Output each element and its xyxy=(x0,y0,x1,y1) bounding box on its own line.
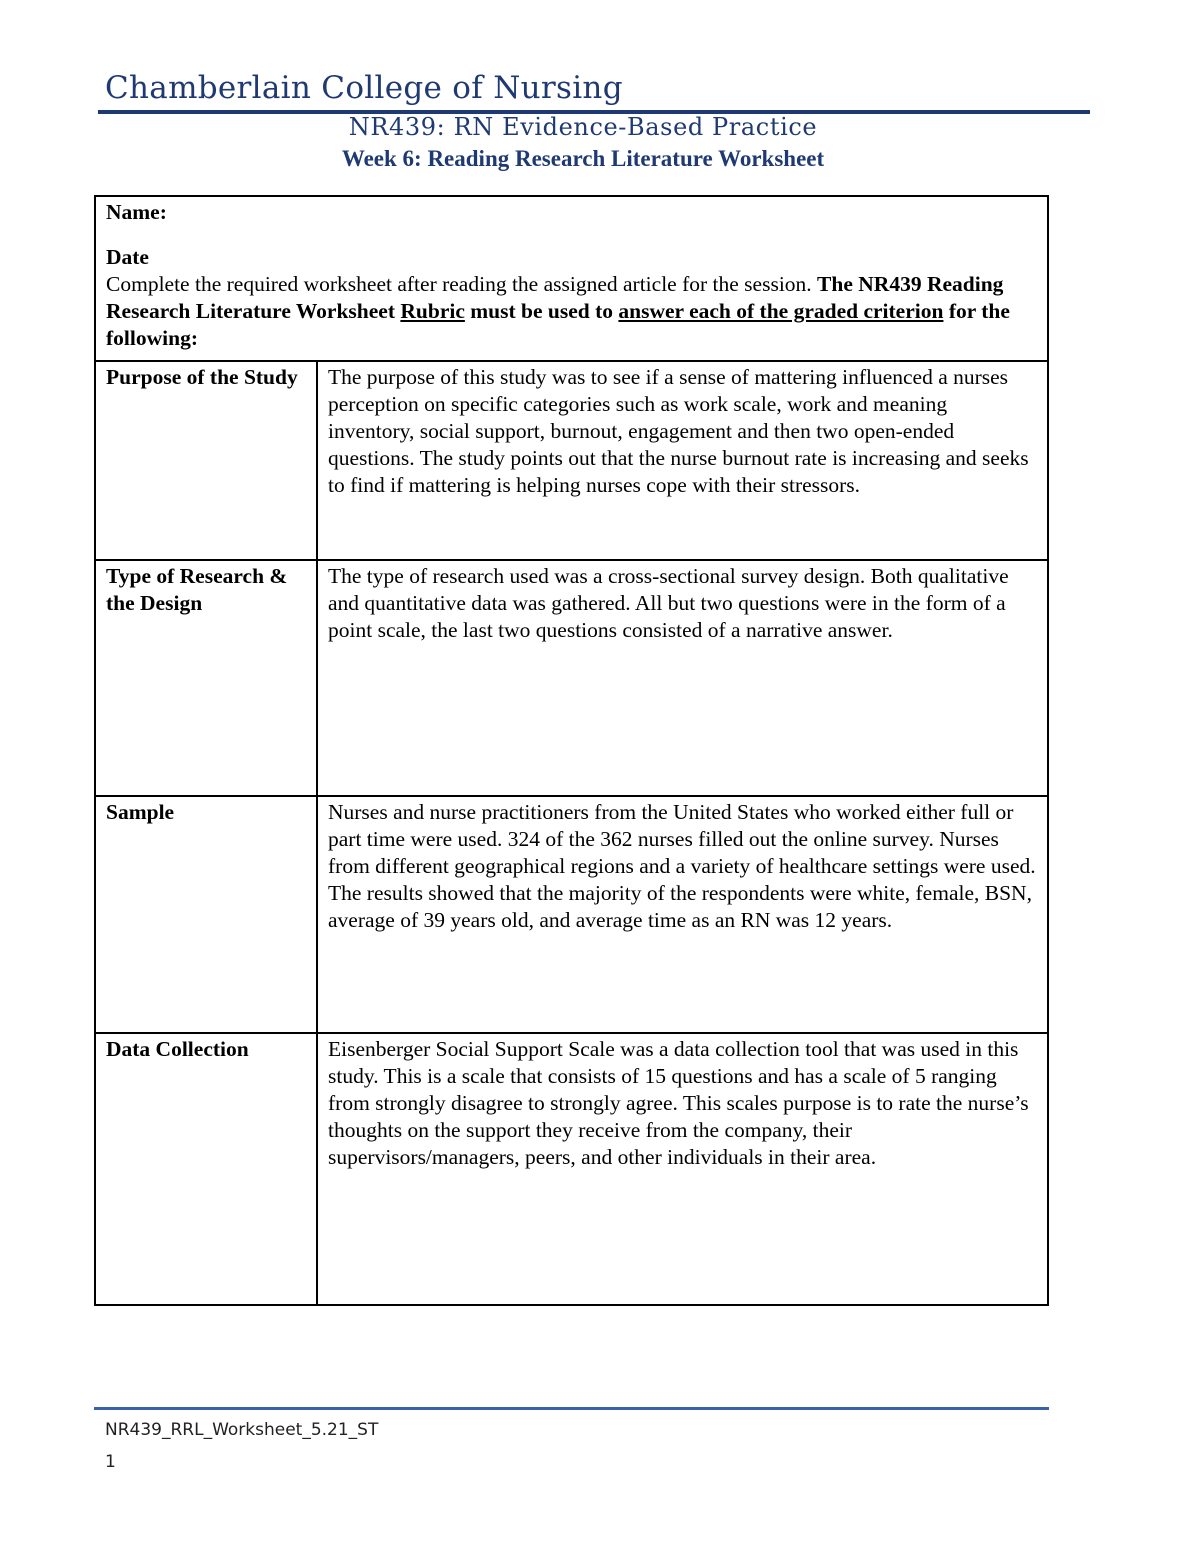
instructions-bold-2: must be used to xyxy=(464,299,619,323)
row-content[interactable]: The purpose of this study was to see if a sense of mattering influenced a nurses perception on specific categories such as work scale, work and meaning inventory, social support, burnout, engagement and then two open-ended questions. The study points out that the nurse burnout rate is increasing and seeks to find if mattering is helping nurses cope with their stressors. xyxy=(317,361,1048,560)
college-name: Chamberlain College of Nursing xyxy=(105,70,623,106)
row-content[interactable]: Nurses and nurse practitioners from the United States who worked either full or part time were used. 324 of the 362 nurses filled out the online survey. Nurses from different geographical regions and a variety of healthcare settings were used. The results showed that the majority of the respondents were white, female, BSN, average of 39 years old, and average time as an RN was 12 years. xyxy=(317,796,1048,1033)
footer-doc-id: NR439_RRL_Worksheet_5.21_ST xyxy=(105,1420,379,1440)
table-row-purpose xyxy=(95,361,1048,560)
footer-rule xyxy=(94,1407,1049,1410)
instructions-text: Complete the required worksheet after reading the assigned article for the session. xyxy=(106,272,818,296)
worksheet-title: Week 6: Reading Research Literature Worksheet xyxy=(341,146,825,171)
worksheet-table xyxy=(94,195,1049,1306)
table-row-sample xyxy=(95,796,1048,1033)
graded-criterion-text: answer each of the graded criterion xyxy=(618,299,944,323)
row-label: Purpose of the Study xyxy=(95,361,317,560)
rubric-link-text: Rubric xyxy=(400,299,465,323)
row-content[interactable]: Eisenberger Social Support Scale was a data collection tool that was used in this study. This is a scale that consists of 15 questions and has a scale of 5 ranging from strongly disagree to strongly agree. This scales purpose is to rate the nurse’s thoughts on the support they receive from the company, their supervisors/managers, peers, and other individuals in their area. xyxy=(317,1033,1048,1305)
row-label: Sample xyxy=(95,796,317,1033)
header-row xyxy=(95,196,1048,361)
page-number: 1 xyxy=(105,1452,116,1472)
course-title: NR439: RN Evidence-Based Practice xyxy=(348,113,818,141)
table-row-data-collection xyxy=(95,1033,1048,1305)
form-header-cell xyxy=(95,196,1048,361)
instructions-bold: The NR439 Reading Research Literature Worksheet xyxy=(106,272,1004,323)
date-label: Date xyxy=(106,245,149,269)
instructions-bold-3: for the following: xyxy=(106,299,1010,350)
row-label: Data Collection xyxy=(95,1033,317,1305)
row-label: Type of Research & the Design xyxy=(95,560,317,796)
instructions xyxy=(106,271,1037,352)
table-row-research-type xyxy=(95,560,1048,796)
name-label: Name: xyxy=(106,200,167,224)
row-content[interactable]: The type of research used was a cross-sectional survey design. Both qualitative and quantitative data was gathered. All but two questions were in the form of a point scale, the last two questions consisted of a narrative answer. xyxy=(317,560,1048,796)
